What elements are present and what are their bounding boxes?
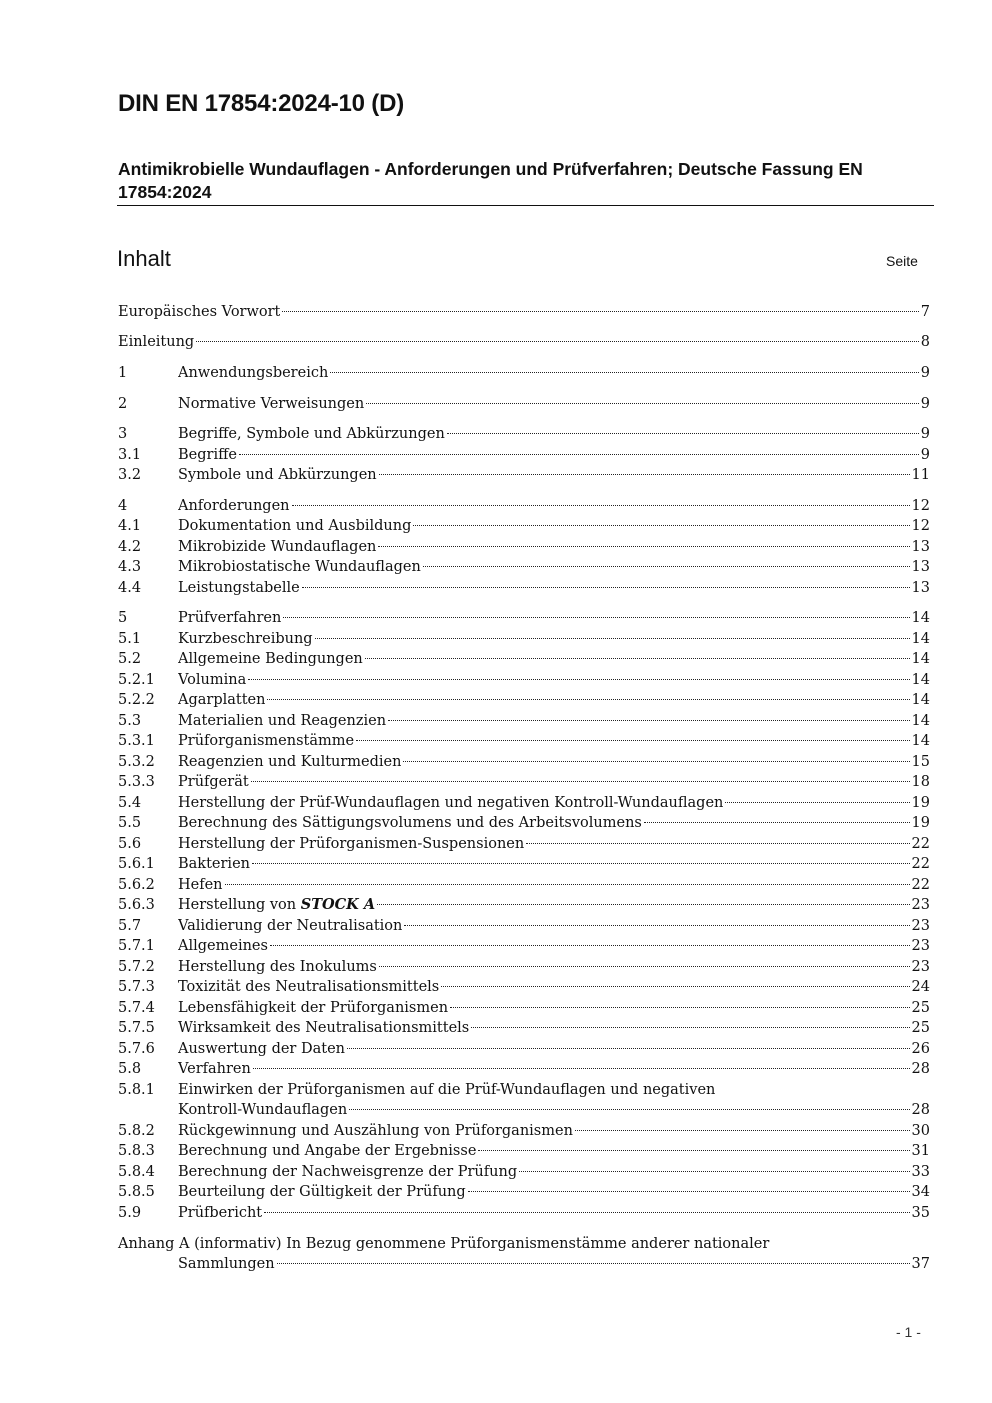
toc-leader-dots	[264, 1212, 909, 1213]
toc-leader-dots	[526, 843, 909, 844]
toc-entry[interactable]	[118, 813, 930, 833]
toc-entry-number: 5.6.1	[118, 856, 155, 872]
toc-leader-dots	[379, 474, 910, 475]
toc-leader-dots	[377, 904, 909, 905]
toc-entry-number: 5.7.2	[118, 959, 155, 975]
toc-entry-page: 13	[911, 580, 930, 596]
toc-entry[interactable]	[118, 465, 930, 485]
toc-leader-dots	[441, 986, 909, 987]
toc-entry-label-continued: Kontroll-Wundauflagen	[178, 1102, 348, 1118]
toc-entry-label: Allgemeine Bedingungen	[178, 651, 363, 667]
toc-leader-dots	[253, 1068, 910, 1069]
toc-leader-dots	[366, 403, 919, 404]
toc-entry-label: Wirksamkeit des Neutralisationsmittels	[178, 1020, 470, 1036]
toc-entry-label: Reagenzien und Kulturmedien	[178, 754, 402, 770]
toc-entry-page: 34	[911, 1184, 930, 1200]
toc-entry-page: 31	[911, 1143, 930, 1159]
toc-entry[interactable]	[118, 537, 930, 557]
toc-entry-label: Prüfgerät	[178, 774, 249, 790]
toc-entry-number: 5.8.5	[118, 1184, 155, 1200]
toc-entry-number: 5.7.4	[118, 1000, 155, 1016]
toc-entry-number: 3	[118, 426, 128, 442]
toc-entry[interactable]	[118, 1018, 930, 1038]
toc-entry-page: 8	[920, 334, 930, 350]
toc-entry-page: 19	[911, 815, 930, 831]
toc-entry[interactable]	[118, 1121, 930, 1141]
toc-entry-label: Validierung der Neutralisation	[178, 918, 403, 934]
toc-leader-dots	[423, 566, 910, 567]
toc-entry-page: 14	[911, 713, 930, 729]
toc-entry-number: 5.9	[118, 1205, 142, 1221]
toc-leader-dots	[478, 1150, 909, 1151]
toc-leader-dots	[725, 802, 909, 803]
toc-entry-label: Toxizität des Neutralisationsmittels	[178, 979, 440, 995]
toc-entry-number: 1	[118, 365, 128, 381]
toc-entry-label: Europäisches Vorwort	[118, 304, 281, 320]
toc-entry-number: 5.4	[118, 795, 142, 811]
toc-entry[interactable]	[118, 895, 930, 915]
toc-entry-label: Einwirken der Prüforganismen auf die Prüf-Wundauflagen und negativen	[178, 1082, 716, 1098]
toc-entry[interactable]	[118, 302, 930, 322]
toc-entry-page: 15	[911, 754, 930, 770]
toc-entry[interactable]	[118, 1162, 930, 1182]
toc-entry[interactable]	[118, 998, 930, 1018]
toc-entry-label: Beurteilung der Gültigkeit der Prüfung	[178, 1184, 466, 1200]
page-number: - 1 -	[896, 1324, 921, 1340]
toc-entry-label: Leistungstabelle	[178, 580, 300, 596]
toc-entry-number: 5.2	[118, 651, 142, 667]
toc-entry[interactable]	[118, 793, 930, 813]
toc-entry-number: 5.3.1	[118, 733, 155, 749]
toc-entry[interactable]	[118, 670, 930, 690]
toc-entry-page: 23	[911, 938, 930, 954]
toc-entry[interactable]	[118, 578, 930, 598]
toc-entry-page: 23	[911, 959, 930, 975]
toc-leader-dots	[413, 525, 909, 526]
toc-entry-page: 11	[911, 467, 930, 483]
toc-entry-page: 9	[920, 426, 930, 442]
toc-entry-emphasis: STOCK A	[300, 896, 376, 913]
toc-entry-label: Lebensfähigkeit der Prüforganismen	[178, 1000, 449, 1016]
toc-entry-label: Berechnung des Sättigungsvolumens und des Arbeitsvolumens	[178, 815, 642, 831]
toc-entry-label: Kurzbeschreibung	[178, 631, 313, 647]
toc-leader-dots	[252, 863, 910, 864]
toc-entry-number: 4.3	[118, 559, 142, 575]
toc-entry[interactable]	[118, 854, 930, 874]
toc-entry-number: 4.4	[118, 580, 142, 596]
toc-entry-page: 19	[911, 795, 930, 811]
toc-entry-label: Prüfbericht	[178, 1205, 263, 1221]
toc-entry-label-continued: Sammlungen	[178, 1256, 275, 1272]
toc-entry-number: 5.6.2	[118, 877, 155, 893]
toc-entry-page: 9	[920, 447, 930, 463]
toc-entry[interactable]	[118, 445, 930, 465]
toc-entry-label: Dokumentation und Ausbildung	[178, 518, 412, 534]
toc-entry[interactable]	[118, 731, 930, 751]
toc-leader-dots	[270, 945, 910, 946]
toc-entry-page: 12	[911, 518, 930, 534]
toc-entry-page: 30	[911, 1123, 930, 1139]
toc-leader-dots	[239, 454, 919, 455]
toc-entry-number: 4	[118, 498, 128, 514]
toc-entry-label: Einleitung	[118, 334, 195, 350]
toc-entry-number: 5.8.1	[118, 1082, 155, 1098]
toc-leader-dots	[450, 1007, 910, 1008]
toc-leader-dots	[292, 505, 910, 506]
toc-entry-label: Anforderungen	[178, 498, 290, 514]
toc-entry-label: Mikrobiostatische Wundauflagen	[178, 559, 421, 575]
toc-entry-page: 14	[911, 631, 930, 647]
toc-leader-dots	[267, 699, 909, 700]
toc-entry-number: 3.1	[118, 447, 142, 463]
toc-entry-number: 5.7	[118, 918, 142, 934]
toc-entry[interactable]	[118, 363, 930, 383]
toc-entry[interactable]	[118, 772, 930, 792]
toc-entry-page: 18	[911, 774, 930, 790]
toc-leader-dots	[378, 546, 909, 547]
toc-entry-page: 25	[911, 1000, 930, 1016]
toc-entry-label: Bakterien	[178, 856, 250, 872]
toc-entry-label: Prüfverfahren	[178, 610, 282, 626]
toc-entry-page: 22	[911, 836, 930, 852]
toc-entry-label: Verfahren	[178, 1061, 251, 1077]
toc-entry[interactable]	[118, 936, 930, 956]
toc-entry-page: 35	[911, 1205, 930, 1221]
toc-entry[interactable]	[118, 557, 930, 577]
toc-entry[interactable]	[118, 752, 930, 772]
toc-leader-dots	[468, 1191, 910, 1192]
toc-leader-dots	[283, 617, 909, 618]
toc-entry[interactable]	[118, 629, 930, 649]
toc-entry-number: 5.3	[118, 713, 142, 729]
toc-entry[interactable]	[118, 496, 930, 516]
toc-entry-number: 5.3.3	[118, 774, 155, 790]
toc-entry-page: 7	[920, 304, 930, 320]
toc-entry-number: 5.6	[118, 836, 142, 852]
toc-entry[interactable]	[118, 690, 930, 710]
toc-leader-dots	[282, 311, 918, 312]
toc-entry-label: Prüforganismenstämme	[178, 733, 355, 749]
toc-entry-number: 5.1	[118, 631, 142, 647]
toc-entry-page: 14	[911, 651, 930, 667]
toc-entry-page: 9	[920, 396, 930, 412]
toc-entry[interactable]	[118, 608, 930, 628]
toc-entry-number: 3.2	[118, 467, 142, 483]
toc-heading: Inhalt	[117, 246, 171, 271]
toc-entry-page: 14	[911, 610, 930, 626]
toc-leader-dots	[356, 740, 909, 741]
toc-leader-dots	[330, 372, 918, 373]
toc-leader-dots	[404, 925, 909, 926]
toc-entry-page: 9	[920, 365, 930, 381]
toc-entry[interactable]	[118, 1182, 930, 1202]
toc-entry-label: Allgemeines	[178, 938, 268, 954]
toc-leader-dots	[251, 781, 910, 782]
toc-entry-number: 5.7.5	[118, 1020, 155, 1036]
toc-entry[interactable]	[118, 916, 930, 936]
toc-entry-label: Herstellung von STOCK A	[178, 896, 376, 913]
toc-entry-label: Anhang A (informativ) In Bezug genommene Prüforganismenstämme anderer nationaler	[118, 1236, 770, 1252]
toc-leader-dots	[403, 761, 909, 762]
toc-entry-page: 14	[911, 692, 930, 708]
toc-entry-wrapped[interactable]	[118, 1234, 930, 1274]
toc-entry[interactable]	[118, 424, 930, 444]
toc-leader-dots	[575, 1130, 910, 1131]
toc-entry[interactable]	[118, 875, 930, 895]
toc-entry-label: Agarplatten	[178, 692, 266, 708]
toc-entry-page: 24	[911, 979, 930, 995]
toc-leader-dots	[302, 587, 910, 588]
toc-entry-page: 23	[911, 918, 930, 934]
toc-entry-number: 5.6.3	[118, 897, 155, 913]
toc-entry-label: Berechnung der Nachweisgrenze der Prüfung	[178, 1164, 518, 1180]
toc-leader-dots	[315, 638, 910, 639]
toc-entry[interactable]	[118, 1039, 930, 1059]
toc-entry-number: 5.7.1	[118, 938, 155, 954]
toc-entry-number: 5.8.3	[118, 1143, 155, 1159]
toc-entry-label: Anwendungsbereich	[178, 365, 329, 381]
toc-entry-page: 33	[911, 1164, 930, 1180]
toc-entry-label: Mikrobizide Wundauflagen	[178, 539, 377, 555]
toc-entry-number: 5.7.6	[118, 1041, 155, 1057]
toc-entry-page: 28	[911, 1061, 930, 1077]
toc-entry-number: 5.3.2	[118, 754, 155, 770]
toc-entry-label: Auswertung der Daten	[178, 1041, 345, 1057]
toc-entry-number: 5.2.1	[118, 672, 155, 688]
toc-entry-number: 5.8	[118, 1061, 142, 1077]
toc-entry-page: 22	[911, 856, 930, 872]
toc-entry[interactable]	[118, 711, 930, 731]
toc-leader-dots	[644, 822, 910, 823]
toc-entry-label: Begriffe	[178, 447, 237, 463]
toc-entry-label: Hefen	[178, 877, 223, 893]
toc-entry-page: 12	[911, 498, 930, 514]
toc-entry-number: 5.5	[118, 815, 142, 831]
toc-entry-label: Herstellung der Prüf-Wundauflagen und negativen Kontroll-Wundauflagen	[178, 795, 724, 811]
toc-entry-label: Herstellung der Prüforganismen-Suspensionen	[178, 836, 525, 852]
toc-entry[interactable]	[118, 1141, 930, 1161]
toc-leader-dots	[388, 720, 910, 721]
toc-entry-label: Herstellung des Inokulums	[178, 959, 377, 975]
toc-entry-number: 5.7.3	[118, 979, 155, 995]
toc-entry-number: 4.1	[118, 518, 142, 534]
toc-leader-dots	[349, 1109, 909, 1110]
toc-leader-dots	[471, 1027, 909, 1028]
toc-leader-dots	[277, 1263, 910, 1264]
toc-leader-dots	[379, 966, 910, 967]
toc-entry-page: 13	[911, 559, 930, 575]
toc-entry-page: 22	[911, 877, 930, 893]
toc-entry-number: 5.2.2	[118, 692, 155, 708]
toc-leader-dots	[248, 679, 909, 680]
toc-entry-number: 5	[118, 610, 128, 626]
toc-entry[interactable]	[118, 957, 930, 977]
toc-entry[interactable]	[118, 977, 930, 997]
toc-entry[interactable]	[118, 332, 930, 352]
toc-entry[interactable]	[118, 394, 930, 414]
toc-entry-label: Materialien und Reagenzien	[178, 713, 387, 729]
toc-entry-label: Berechnung und Angabe der Ergebnisse	[178, 1143, 477, 1159]
toc-entry-page: 26	[911, 1041, 930, 1057]
toc-entry-label: Symbole und Abkürzungen	[178, 467, 377, 483]
toc-leader-dots	[447, 433, 919, 434]
toc-entry-number: 2	[118, 396, 128, 412]
toc-entry[interactable]	[118, 1203, 930, 1223]
toc-leader-dots	[519, 1171, 909, 1172]
toc-entry[interactable]	[118, 649, 930, 669]
toc-entry-page: 37	[911, 1256, 930, 1272]
toc-entry-number: 5.8.4	[118, 1164, 155, 1180]
toc-entry-page: 14	[911, 672, 930, 688]
toc-entry-label: Begriffe, Symbole und Abkürzungen	[178, 426, 445, 442]
toc-entry-page: 13	[911, 539, 930, 555]
toc-entry-page: 25	[911, 1020, 930, 1036]
toc-entry-label: Volumina	[178, 672, 247, 688]
toc-entry-label: Rückgewinnung und Auszählung von Prüforganismen	[178, 1123, 573, 1139]
toc-entry-label: Normative Verweisungen	[178, 396, 365, 412]
toc-leader-dots	[347, 1048, 910, 1049]
toc-leader-dots	[196, 341, 919, 342]
toc-entry-number: 4.2	[118, 539, 142, 555]
toc-entry-page: 14	[911, 733, 930, 749]
document-subtitle: Antimikrobielle Wundauflagen - Anforderungen und Prüfverfahren; Deutsche Fassung EN 17854:2024	[118, 159, 863, 202]
toc-entry-page: 28	[911, 1102, 930, 1118]
toc-leader-dots	[225, 884, 910, 885]
toc-entry[interactable]	[118, 834, 930, 854]
toc-entry-number: 5.8.2	[118, 1123, 155, 1139]
toc-entry-page: 23	[911, 897, 930, 913]
page-column-label: Seite	[886, 253, 918, 269]
document-title: DIN EN 17854:2024-10 (D)	[118, 90, 405, 117]
toc-entry[interactable]	[118, 1059, 930, 1079]
toc-leader-dots	[365, 658, 910, 659]
toc-entry-wrapped[interactable]	[118, 1080, 930, 1120]
toc-entry[interactable]	[118, 516, 930, 536]
